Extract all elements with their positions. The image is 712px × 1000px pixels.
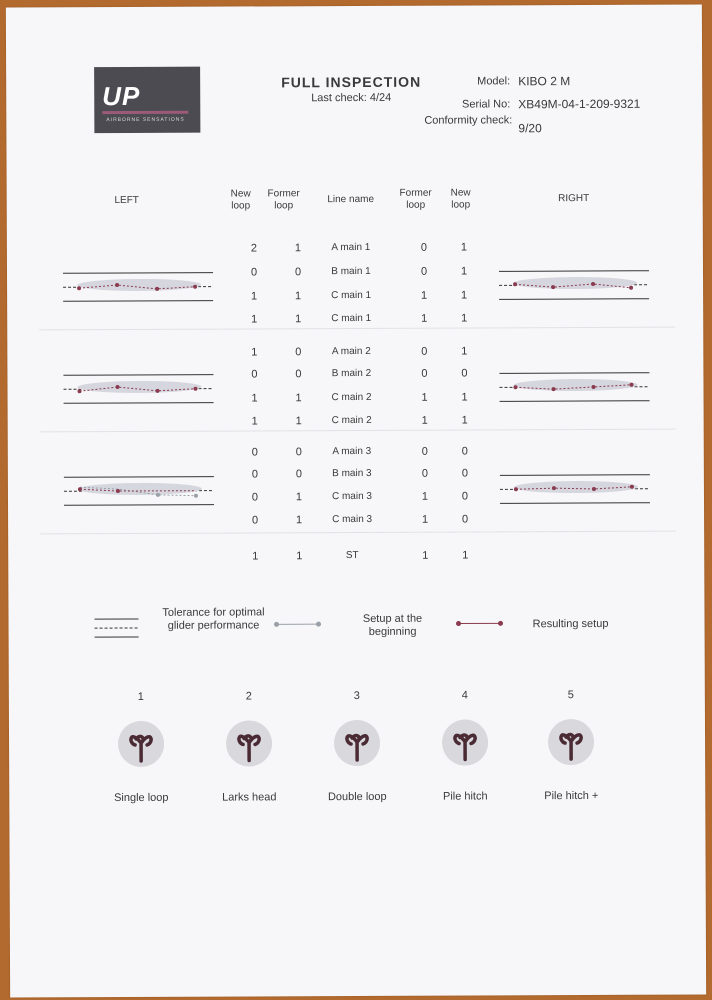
logo-bar [102,111,188,114]
left-chart-group-2 [59,371,219,408]
left-former-loop-header: Former loop [267,188,300,212]
left-new-loop: 0 [251,514,259,527]
right-header: RIGHT [558,192,590,205]
right-former-loop: 1 [422,549,429,562]
left-new-loop: 1 [251,346,258,359]
knot-number: 2 [245,690,252,703]
right-new-loop: 1 [461,345,468,358]
right-new-loop: 0 [461,445,468,458]
left-former-loop: 1 [295,415,302,428]
model-value: KIBO 2 M [518,74,571,89]
left-former-loop: 1 [296,550,303,563]
line-name: C main 1 [331,289,372,302]
line-name: C main 3 [332,513,373,526]
line-name: C main 2 [331,391,372,404]
right-new-loop: 1 [461,289,468,302]
serial-value: XB49M-04-1-209-9321 [518,96,641,112]
right-new-loop: 1 [461,312,468,325]
right-chart-group-1 [495,267,655,304]
right-former-loop: 1 [421,513,429,526]
last-check: Last check: 4/24 [311,91,392,105]
line-name: C main 3 [331,490,373,503]
left-former-loop: 0 [295,446,302,459]
right-former-loop: 0 [421,367,428,380]
right-new-loop: 0 [461,367,468,380]
knot-number: 1 [137,690,144,703]
knot-icon [226,720,272,766]
brand-logo [94,67,200,133]
right-former-loop: 0 [421,467,428,480]
right-former-loop: 1 [421,391,428,404]
left-former-loop: 0 [295,368,302,381]
legend-result-text: Resulting setup [532,617,609,631]
right-new-loop: 1 [460,265,468,278]
right-chart-group-3 [496,471,656,508]
line-name: A main 1 [331,241,371,254]
left-new-loop: 0 [251,468,258,481]
left-header: LEFT [114,194,139,207]
conformity-label: Conformity check: [424,114,513,127]
knot-number: 4 [461,689,468,702]
inspection-sheet [6,4,706,997]
left-chart-group-1 [59,269,219,306]
right-former-loop: 0 [420,265,428,278]
right-former-loop: 0 [421,445,428,458]
right-former-loop: 0 [420,241,427,254]
left-new-loop: 1 [251,415,258,428]
line-name: C main 1 [331,312,372,325]
right-former-loop: 1 [421,414,428,427]
line-name: ST [345,549,359,562]
conformity-value: 9/20 [518,121,542,136]
left-new-loop-header: New loop [230,188,251,212]
knot-label: Larks head [222,791,277,804]
left-former-loop: 1 [295,514,303,527]
knot-number: 3 [353,689,360,703]
right-chart-group-2 [495,369,655,406]
knot-label: Pile hitch + [544,789,599,803]
left-new-loop: 0 [251,446,258,459]
left-new-loop: 1 [251,392,258,405]
left-new-loop: 1 [252,550,259,563]
left-new-loop: 1 [251,313,258,326]
right-former-loop: 1 [421,289,428,302]
line-name: A main 3 [332,445,372,458]
left-former-loop: 1 [295,290,302,303]
right-new-loop: 1 [462,549,469,562]
right-former-loop: 0 [421,345,428,358]
knot-label: Pile hitch [442,790,488,803]
legend-tolerance-text: Tolerance for optimal glider performance [162,606,265,632]
right-new-loop: 1 [460,241,467,254]
group-divider [39,327,675,331]
right-new-loop-header: New loop [450,187,471,211]
left-former-loop: 1 [294,242,301,255]
knot-label: Single loop [114,791,169,805]
legend-beginning-text: Setup at the beginning [362,612,423,638]
logo-wordmark: UP [102,80,141,112]
line-name: B main 2 [331,367,372,380]
left-former-loop: 0 [294,266,302,279]
model-label: Model: [477,75,511,88]
left-new-loop: 2 [250,242,257,255]
line-name: A main 2 [331,345,371,358]
right-new-loop: 0 [461,513,469,526]
left-former-loop: 1 [295,491,303,504]
left-new-loop: 0 [251,491,259,504]
group-divider [40,429,676,433]
legend-result-swatch [455,619,505,627]
line-name: B main 3 [332,467,372,480]
group-divider [40,531,676,535]
line-name: C main 2 [331,414,372,427]
right-new-loop: 0 [461,467,468,480]
right-former-loop: 1 [421,312,428,325]
left-new-loop: 1 [251,290,258,303]
right-former-loop: 1 [421,490,429,503]
line-name-header: Line name [327,193,375,206]
right-former-loop-header: Former loop [399,187,432,211]
knot-number: 5 [567,689,574,702]
legend-tolerance-swatch [95,617,141,639]
left-chart-group-3 [60,473,220,510]
page-title: FULL INSPECTION [281,73,422,91]
right-new-loop: 1 [461,414,468,427]
knot-icon [442,719,488,765]
left-former-loop: 1 [295,313,302,326]
knot-icon [334,720,380,766]
knot-icon [118,721,164,767]
serial-label: Serial No: [461,98,511,111]
knot-label: Double loop [327,790,387,804]
knot-icon [548,719,594,765]
left-new-loop: 0 [250,266,258,279]
legend-beginning-swatch [273,620,323,628]
line-name: B main 1 [331,265,371,278]
left-new-loop: 0 [251,368,258,381]
left-former-loop: 0 [295,468,302,481]
logo-tagline: AIRBORNE SENSATIONS [106,116,185,124]
left-former-loop: 0 [295,346,302,359]
left-former-loop: 1 [295,392,302,405]
right-new-loop: 0 [461,490,469,503]
right-new-loop: 1 [461,391,468,404]
